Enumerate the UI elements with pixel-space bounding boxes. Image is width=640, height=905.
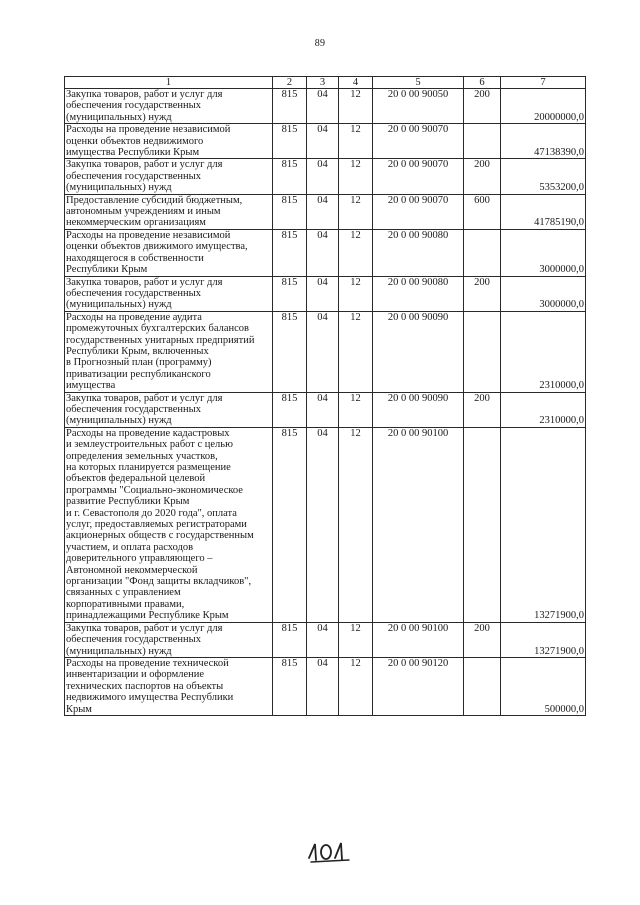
description-line: приватизации республиканского bbox=[66, 368, 211, 380]
description-line: обеспечения государственных bbox=[66, 170, 201, 182]
cell-expense-type bbox=[464, 124, 501, 159]
cell-subsection: 12 bbox=[339, 124, 373, 159]
description-line: и г. Севастополя до 2020 года", оплата bbox=[66, 507, 237, 519]
cell-amount: 3000000,0 bbox=[501, 276, 586, 311]
cell-target-article: 20 0 00 90120 bbox=[373, 657, 464, 715]
description-line: обеспечения государственных bbox=[66, 287, 201, 299]
description-line: оценки объектов движимого имущества, bbox=[66, 241, 248, 253]
header-col-5: 5 bbox=[373, 77, 464, 89]
description-line: находящегося в собственности bbox=[66, 252, 204, 264]
cell-grbs: 815 bbox=[273, 427, 307, 622]
cell-description bbox=[65, 427, 273, 622]
header-col-2: 2 bbox=[273, 77, 307, 89]
description-line: организации "Фонд защиты вкладчиков", bbox=[66, 576, 252, 588]
description-line: акционерных обществ с государственным bbox=[66, 530, 254, 542]
cell-section: 04 bbox=[307, 194, 339, 229]
handwritten-page-mark bbox=[305, 836, 355, 864]
description-line: принадлежащими Республике Крым bbox=[66, 610, 229, 622]
cell-target-article: 20 0 00 90100 bbox=[373, 427, 464, 622]
cell-grbs: 815 bbox=[273, 276, 307, 311]
cell-description bbox=[65, 622, 273, 657]
table-row bbox=[65, 89, 586, 124]
table-row bbox=[65, 194, 586, 229]
cell-description bbox=[65, 276, 273, 311]
description-line: Республики Крым bbox=[66, 264, 148, 276]
cell-target-article: 20 0 00 90070 bbox=[373, 194, 464, 229]
cell-section: 04 bbox=[307, 89, 339, 124]
cell-amount: 41785190,0 bbox=[501, 194, 586, 229]
cell-subsection: 12 bbox=[339, 229, 373, 276]
cell-expense-type bbox=[464, 311, 501, 392]
header-col-1: 1 bbox=[65, 77, 273, 89]
table-row bbox=[65, 657, 586, 715]
cell-section: 04 bbox=[307, 311, 339, 392]
cell-target-article: 20 0 00 90080 bbox=[373, 276, 464, 311]
cell-target-article: 20 0 00 90070 bbox=[373, 124, 464, 159]
description-line: государственных унитарных предприятий bbox=[66, 334, 255, 346]
cell-subsection: 12 bbox=[339, 392, 373, 427]
cell-section: 04 bbox=[307, 229, 339, 276]
cell-description bbox=[65, 194, 273, 229]
cell-target-article: 20 0 00 90090 bbox=[373, 311, 464, 392]
table-row bbox=[65, 392, 586, 427]
cell-amount: 500000,0 bbox=[501, 657, 586, 715]
description-line: (муниципальных) нужд bbox=[66, 299, 172, 311]
description-line: недвижимого имущества Республики bbox=[66, 692, 234, 704]
table-header bbox=[65, 77, 586, 89]
table-row bbox=[65, 124, 586, 159]
description-line: Закупка товаров, работ и услуг для bbox=[66, 89, 223, 100]
cell-grbs: 815 bbox=[273, 392, 307, 427]
cell-target-article: 20 0 00 90080 bbox=[373, 229, 464, 276]
description-line: участием, и оплата расходов bbox=[66, 541, 194, 553]
table-row bbox=[65, 427, 586, 622]
description-line: промежуточных бухгалтерских балансов bbox=[66, 323, 249, 335]
cell-target-article: 20 0 00 90090 bbox=[373, 392, 464, 427]
description-line: Закупка товаров, работ и услуг для bbox=[66, 392, 223, 404]
table-row bbox=[65, 622, 586, 657]
cell-section: 04 bbox=[307, 159, 339, 194]
description-line: услуг, предоставляемых регистраторами bbox=[66, 519, 247, 531]
cell-grbs: 815 bbox=[273, 657, 307, 715]
description-line: доверительного управляющего – bbox=[66, 553, 213, 565]
description-line: инвентаризации и оформление bbox=[66, 669, 205, 681]
cell-amount: 47138390,0 bbox=[501, 124, 586, 159]
cell-amount: 20000000,0 bbox=[501, 89, 586, 124]
cell-amount: 13271900,0 bbox=[501, 427, 586, 622]
header-col-7: 7 bbox=[501, 77, 586, 89]
description-line: (муниципальных) нужд bbox=[66, 111, 172, 123]
cell-expense-type bbox=[464, 657, 501, 715]
cell-amount: 13271900,0 bbox=[501, 622, 586, 657]
header-col-6: 6 bbox=[464, 77, 501, 89]
cell-subsection: 12 bbox=[339, 89, 373, 124]
description-line: имущества Республики Крым bbox=[66, 147, 200, 159]
description-line: (муниципальных) нужд bbox=[66, 645, 172, 657]
cell-section: 04 bbox=[307, 276, 339, 311]
table-body bbox=[65, 89, 586, 716]
cell-description bbox=[65, 311, 273, 392]
cell-expense-type bbox=[464, 427, 501, 622]
cell-amount: 5353200,0 bbox=[501, 159, 586, 194]
cell-description bbox=[65, 159, 273, 194]
cell-expense-type: 200 bbox=[464, 159, 501, 194]
cell-target-article: 20 0 00 90050 bbox=[373, 89, 464, 124]
cell-section: 04 bbox=[307, 657, 339, 715]
cell-subsection: 12 bbox=[339, 194, 373, 229]
cell-subsection: 12 bbox=[339, 159, 373, 194]
cell-grbs: 815 bbox=[273, 311, 307, 392]
cell-expense-type: 200 bbox=[464, 622, 501, 657]
description-line: в Прогнозный план (программу) bbox=[66, 357, 212, 369]
description-line: развитие Республики Крым bbox=[66, 496, 190, 508]
cell-grbs: 815 bbox=[273, 622, 307, 657]
page-number: 89 bbox=[314, 38, 326, 49]
cell-expense-type: 200 bbox=[464, 89, 501, 124]
description-line: Расходы на проведение технической bbox=[66, 657, 229, 669]
cell-description bbox=[65, 229, 273, 276]
cell-section: 04 bbox=[307, 622, 339, 657]
header-row bbox=[65, 77, 586, 89]
description-line: оценки объектов недвижимого bbox=[66, 135, 204, 147]
description-line: некоммерческим организациям bbox=[66, 217, 206, 229]
description-line: обеспечения государственных bbox=[66, 403, 201, 415]
cell-expense-type: 600 bbox=[464, 194, 501, 229]
header-col-4: 4 bbox=[339, 77, 373, 89]
cell-section: 04 bbox=[307, 392, 339, 427]
description-line: Закупка товаров, работ и услуг для bbox=[66, 622, 223, 634]
cell-subsection: 12 bbox=[339, 311, 373, 392]
cell-description bbox=[65, 124, 273, 159]
cell-description bbox=[65, 657, 273, 715]
description-line: Закупка товаров, работ и услуг для bbox=[66, 159, 223, 171]
description-line: обеспечения государственных bbox=[66, 100, 201, 112]
description-line: определения земельных участков, bbox=[66, 450, 218, 462]
description-line: обеспечения государственных bbox=[66, 634, 201, 646]
description-line: Закупка товаров, работ и услуг для bbox=[66, 276, 223, 288]
description-line: Расходы на проведение независимой bbox=[66, 229, 231, 241]
cell-description bbox=[65, 89, 273, 124]
cell-expense-type bbox=[464, 229, 501, 276]
cell-grbs: 815 bbox=[273, 89, 307, 124]
cell-section: 04 bbox=[307, 124, 339, 159]
description-line: на которых планируется размещение bbox=[66, 462, 231, 473]
description-line: Предоставление субсидий бюджетным, bbox=[66, 194, 243, 206]
description-line: и землеустроительных работ с целью bbox=[66, 439, 233, 451]
description-line: Расходы на проведение независимой bbox=[66, 124, 231, 136]
header-col-3: 3 bbox=[307, 77, 339, 89]
cell-grbs: 815 bbox=[273, 124, 307, 159]
cell-section: 04 bbox=[307, 427, 339, 622]
table-row bbox=[65, 276, 586, 311]
description-line: связанных с управлением bbox=[66, 587, 181, 599]
cell-subsection: 12 bbox=[339, 657, 373, 715]
budget-table bbox=[64, 76, 586, 716]
description-line: технических паспортов на объекты bbox=[66, 680, 224, 692]
cell-target-article: 20 0 00 90100 bbox=[373, 622, 464, 657]
description-line: имущества bbox=[66, 380, 116, 392]
description-line: Крым bbox=[66, 703, 92, 715]
cell-amount: 3000000,0 bbox=[501, 229, 586, 276]
cell-expense-type: 200 bbox=[464, 392, 501, 427]
description-line: объектов федеральной целевой bbox=[66, 473, 206, 485]
table-row bbox=[65, 311, 586, 392]
description-line: корпоративными правами, bbox=[66, 598, 185, 610]
description-line: автономным учреждениям и иным bbox=[66, 206, 221, 218]
description-line: (муниципальных) нужд bbox=[66, 415, 172, 427]
description-line: Республики Крым, включенных bbox=[66, 345, 209, 357]
description-line: программы "Социально-экономическое bbox=[66, 484, 243, 496]
cell-target-article: 20 0 00 90070 bbox=[373, 159, 464, 194]
cell-subsection: 12 bbox=[339, 622, 373, 657]
cell-expense-type: 200 bbox=[464, 276, 501, 311]
cell-subsection: 12 bbox=[339, 276, 373, 311]
table-row bbox=[65, 229, 586, 276]
cell-amount: 2310000,0 bbox=[501, 311, 586, 392]
cell-grbs: 815 bbox=[273, 159, 307, 194]
description-line: Расходы на проведение кадастровых bbox=[66, 427, 230, 439]
cell-grbs: 815 bbox=[273, 229, 307, 276]
cell-description bbox=[65, 392, 273, 427]
cell-subsection: 12 bbox=[339, 427, 373, 622]
description-line: Автономной некоммерческой bbox=[66, 564, 198, 576]
description-line: Расходы на проведение аудита bbox=[66, 311, 202, 323]
table-row bbox=[65, 159, 586, 194]
cell-amount: 2310000,0 bbox=[501, 392, 586, 427]
description-line: (муниципальных) нужд bbox=[66, 182, 172, 194]
cell-grbs: 815 bbox=[273, 194, 307, 229]
